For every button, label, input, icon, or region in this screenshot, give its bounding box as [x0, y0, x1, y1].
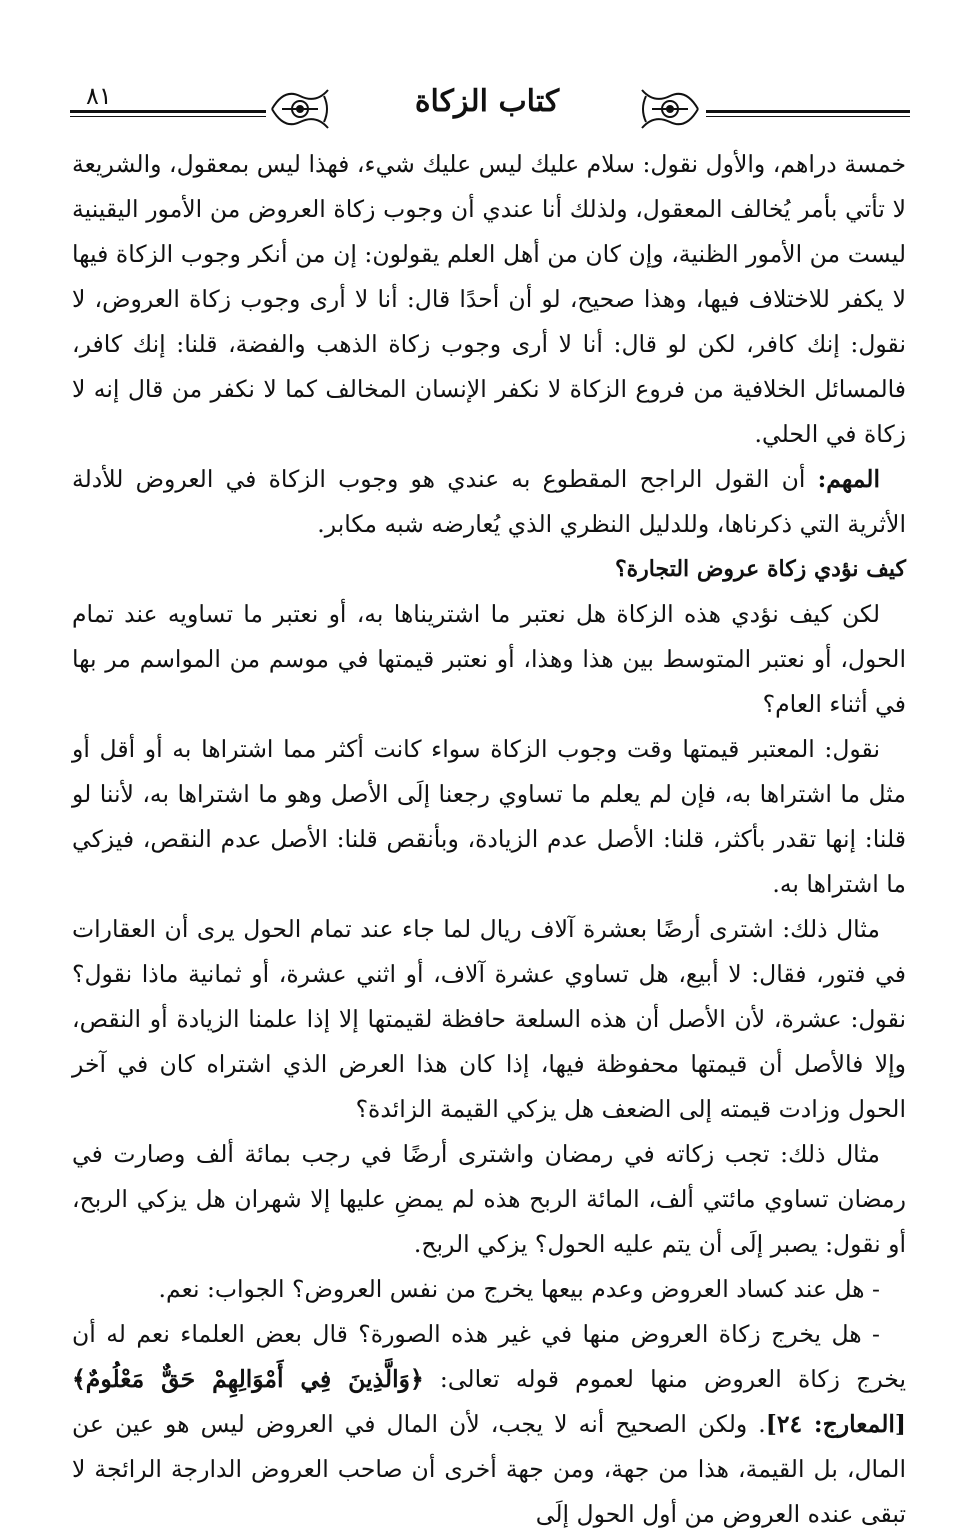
paragraph-3: لكن كيف نؤدي هذه الزكاة هل نعتبر ما اشتريناها به، أو نعتبر ما تساويه عند تمام الحول، أو نعتبر المتوسط بين هذا وهذا، أو نعتبر قيمتها في موسم من المواسم مر بها في أثناء العام؟: [72, 600, 906, 718]
chapter-title: كتاب الزكاة: [414, 84, 560, 119]
paragraph-8-part-b: . ولكن الصحيح أنه لا يجب، لأن المال في العروض ليس هو عين عن المال، بل القيمة، هذا من جهة، ومن جهة أخرى أن صاحب العروض الدارجة الرائجة لا تبقى عنده العروض من أول الحول إلَى: [72, 1410, 906, 1528]
paragraph-6: مثال ذلك: تجب زكاته في رمضان واشترى أرضًا في رجب بمائة ألف وصارت في رمضان تساوي مائتي ألف، المائة الربح هذه لم يمضِ عليها إلا شهران هل يزكي الربح، أو نقول: يصبر إلَى أن يتم عليه الحول؟ يزكي الربح.: [72, 1140, 906, 1258]
paragraph-2-lead: المهم:: [817, 465, 880, 493]
page-body: [72, 142, 906, 1537]
ornament-icon-left: [268, 82, 332, 136]
page-number: ٨١: [86, 82, 112, 110]
quran-verse: ﴿وَالَّذِينَ فِي أَمْوَالِهِمْ حَقٌّ مَعْلُومٌ﴾ [المعارج: ٢٤]: [72, 1365, 906, 1438]
header-rule-left: [70, 110, 266, 113]
paragraph-4: نقول: المعتبر قيمتها وقت وجوب الزكاة سواء كانت أكثر مما اشتراها به أو أقل أو مثل ما اشتراها به، فإن لم يعلم ما تساوي رجعنا إلَى الأصل وهو ما اشتراها به، لأننا لو قلنا: إنها تقدر بأكثر، قلنا: الأصل عدم الزيادة، وبأنقص قلنا: الأصل عدم النقص، فيزكي ما اشتراها به.: [72, 735, 906, 898]
header-rule-right: [706, 110, 910, 113]
paragraph-1: خمسة دراهم، والأول نقول: سلام عليك ليس عليك شيء، فهذا ليس بمعقول، والشريعة لا تأتي بأمر يُخالف المعقول، ولذلك أنا عندي أن وجوب زكاة العروض من الأمور اليقينية ليست من الأمور الظنية، وإن كان من أهل العلم يقولون: إن من أنكر وجوب الزكاة فيها لا يكفر للاختلاف فيها، وهذا صحيح، لو أن أحدًا قال: أنا لا أرى وجوب زكاة العروض، لا نقول: إنك كافر، لكن لو قال: أنا لا أرى وجوب زكاة الذهب والفضة، قلنا: إنك كافر، فالمسائل الخلافية من فروع الزكاة لا نكفر الإنسان المخالف كما لا نكفر من قال إنه لا زكاة في الحلي.: [72, 150, 906, 448]
paragraph-2: [72, 457, 906, 547]
paragraph-8: [72, 1312, 906, 1537]
paragraph-5: مثال ذلك: اشترى أرضًا بعشرة آلاف ريال لما جاء عند تمام الحول يرى أن العقارات في فتور، فقال: لا أبيع، هل تساوي عشرة آلاف، أو اثني عشرة، أو ثمانية ماذا نقول؟ نقول: عشرة، لأن الأصل أن هذه السلعة حافظة لقيمتها إلا إذا علمنا الزيادة أو النقص، وإلا فالأصل أن قيمتها محفوظة فيها، إذا كان هذا العرض الذي اشتراه كان في آخر الحول وزادت قيمته إلى الضعف هل يزكي القيمة الزائدة؟: [72, 915, 906, 1123]
paragraph-8-part-a: - هل يخرج زكاة العروض منها في غير هذه الصورة؟ قال بعض العلماء نعم له أن يخرج زكاة العروض منها لعموم قوله تعالى:: [72, 1320, 906, 1393]
page-header: [70, 78, 910, 134]
section-heading: كيف نؤدي زكاة عروض التجارة؟: [614, 556, 906, 582]
header-rule-left-thin: [70, 116, 266, 117]
paragraph-7: - هل عند كساد العروض وعدم بيعها يخرج من نفس العروض؟ الجواب: نعم.: [158, 1275, 880, 1303]
header-rule-right-thin: [706, 116, 910, 117]
paragraph-2-text: أن القول الراجح المقطوع به عندي هو وجوب الزكاة في العروض للأدلة الأثرية التي ذكرناها، وللدليل النظري الذي يُعارضه شبه مكابر.: [72, 465, 906, 538]
ornament-icon-right: [638, 82, 702, 136]
